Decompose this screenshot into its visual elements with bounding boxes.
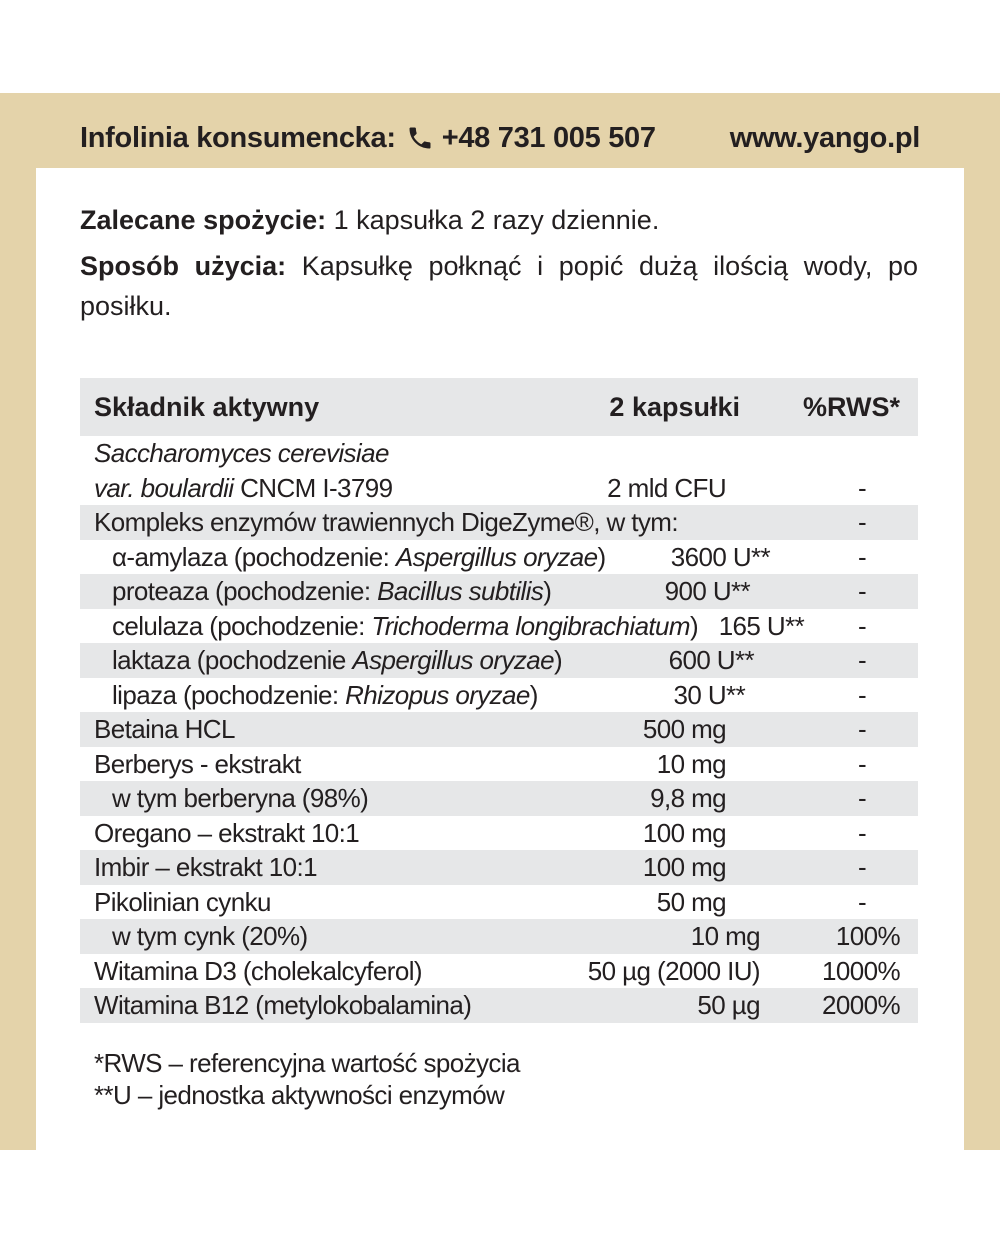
- ingredient-amount: 10 mg: [690, 921, 760, 951]
- label-header: [80, 115, 920, 161]
- table-row: [80, 643, 918, 678]
- ingredient-name: Berberys - ekstrakt: [94, 748, 301, 779]
- ingredient-rws: -: [857, 472, 866, 503]
- ingredient-amount: 165 U**: [718, 610, 805, 641]
- ingredient-rws: -: [857, 576, 866, 606]
- ingredient-rws: -: [857, 679, 866, 710]
- table-row: [80, 816, 918, 851]
- usage-method: [80, 246, 918, 326]
- ingredient-rws: -: [857, 645, 866, 675]
- table-row: [80, 505, 918, 540]
- table-row: [80, 747, 918, 782]
- ingredient-rws: -: [857, 783, 866, 813]
- hotline-phone: +48 731 005 507: [441, 121, 656, 154]
- hotline-label: Infolinia konsumencka:: [80, 121, 396, 154]
- ingredient-amount: 3600 U**: [670, 541, 771, 572]
- footnote-units: **U – jednostka aktywności enzymów: [94, 1080, 505, 1110]
- recommended-intake: [80, 200, 918, 240]
- ingredient-name: Saccharomyces cerevisiae: [94, 438, 389, 468]
- ingredient-name: Pikolinian cynku: [94, 886, 271, 917]
- ingredient-amount: 100 mg: [642, 817, 726, 848]
- footnote-rws: *RWS – referencyjna wartość spożycia: [94, 1048, 520, 1078]
- ingredient-rws: -: [857, 852, 866, 882]
- ingredient-name: α-amylaza (pochodzenie: Aspergillus oryzae): [112, 541, 606, 572]
- table-row: [80, 850, 918, 885]
- ingredient-rws: 1000%: [822, 955, 900, 986]
- ingredient-rws: -: [857, 541, 866, 572]
- header-amount: 2 kapsułki: [609, 391, 740, 422]
- header-rws: %RWS*: [802, 391, 900, 422]
- ingredient-name: w tym cynk (20%): [112, 921, 308, 951]
- ingredient-name: Betaina HCL: [94, 714, 235, 744]
- ingredient-rws: -: [857, 886, 866, 917]
- ingredient-amount: 100 mg: [642, 852, 726, 882]
- table-row: [80, 712, 918, 747]
- ingredient-name: Witamina D3 (cholekalcyferol): [94, 955, 422, 986]
- table-row: [80, 609, 918, 644]
- table-row: [80, 954, 918, 989]
- ingredient-amount: 50 µg (2000 IU): [587, 955, 760, 986]
- ingredients-table: [80, 378, 918, 1023]
- ingredient-amount: 10 mg: [656, 748, 726, 779]
- footnotes: [94, 1047, 520, 1111]
- table-body: [80, 436, 918, 1023]
- header-ingredient: Składnik aktywny: [94, 391, 320, 422]
- recommended-label: Zalecane spożycie:: [80, 205, 327, 235]
- ingredient-amount: 9,8 mg: [650, 783, 726, 813]
- ingredient-name: w tym berberyna (98%): [112, 783, 369, 813]
- table-row: [80, 988, 918, 1023]
- ingredient-name: var. boulardii CNCM I-3799: [94, 472, 393, 503]
- recommended-text: 1 kapsułka 2 razy dziennie.: [326, 205, 660, 235]
- ingredient-rws: 2000%: [822, 990, 900, 1020]
- table-row: [80, 540, 918, 575]
- ingredient-name: Oregano – ekstrakt 10:1: [94, 817, 360, 848]
- ingredient-rws: -: [857, 610, 866, 641]
- ingredient-amount: 500 mg: [642, 714, 726, 744]
- ingredient-name: celulaza (pochodzenie: Trichoderma longibrachiatum): [112, 610, 699, 641]
- ingredient-rws: -: [857, 714, 866, 744]
- ingredient-name: Witamina B12 (metylokobalamina): [94, 990, 472, 1020]
- ingredient-name: proteaza (pochodzenie: Bacillus subtilis): [112, 576, 552, 606]
- table-row: [80, 919, 918, 954]
- ingredient-name: laktaza (pochodzenie Aspergillus oryzae): [112, 645, 563, 675]
- ingredient-rws: -: [857, 748, 866, 779]
- method-label: Sposób użycia:: [80, 251, 287, 281]
- ingredient-amount: 900 U**: [664, 576, 751, 606]
- ingredient-amount: 2 mld CFU: [607, 472, 726, 503]
- phone-icon: [406, 124, 434, 152]
- table-row: [80, 781, 918, 816]
- table-row: [80, 678, 918, 713]
- ingredient-amount: 50 µg: [697, 990, 760, 1020]
- method-text: Kapsułkę połknąć i popić dużą ilością wody, po posiłku.: [80, 251, 918, 321]
- ingredient-amount: 600 U**: [668, 645, 755, 675]
- ingredient-rws: 100%: [835, 921, 900, 951]
- ingredient-amount: 30 U**: [673, 679, 746, 710]
- hotline: [80, 122, 656, 155]
- ingredient-amount: 50 mg: [656, 886, 726, 917]
- table-row: [80, 436, 918, 471]
- table-row: [80, 885, 918, 920]
- ingredient-rws: -: [857, 817, 866, 848]
- website: www.yango.pl: [729, 121, 920, 154]
- ingredient-rws: -: [857, 507, 866, 537]
- ingredient-name: lipaza (pochodzenie: Rhizopus oryzae): [112, 679, 538, 710]
- table-row: [80, 471, 918, 506]
- ingredient-name: Kompleks enzymów trawiennych DigeZyme®, w tym:: [94, 507, 678, 537]
- ingredient-name: Imbir – ekstrakt 10:1: [94, 852, 317, 882]
- table-row: [80, 574, 918, 609]
- table-header: [80, 378, 918, 436]
